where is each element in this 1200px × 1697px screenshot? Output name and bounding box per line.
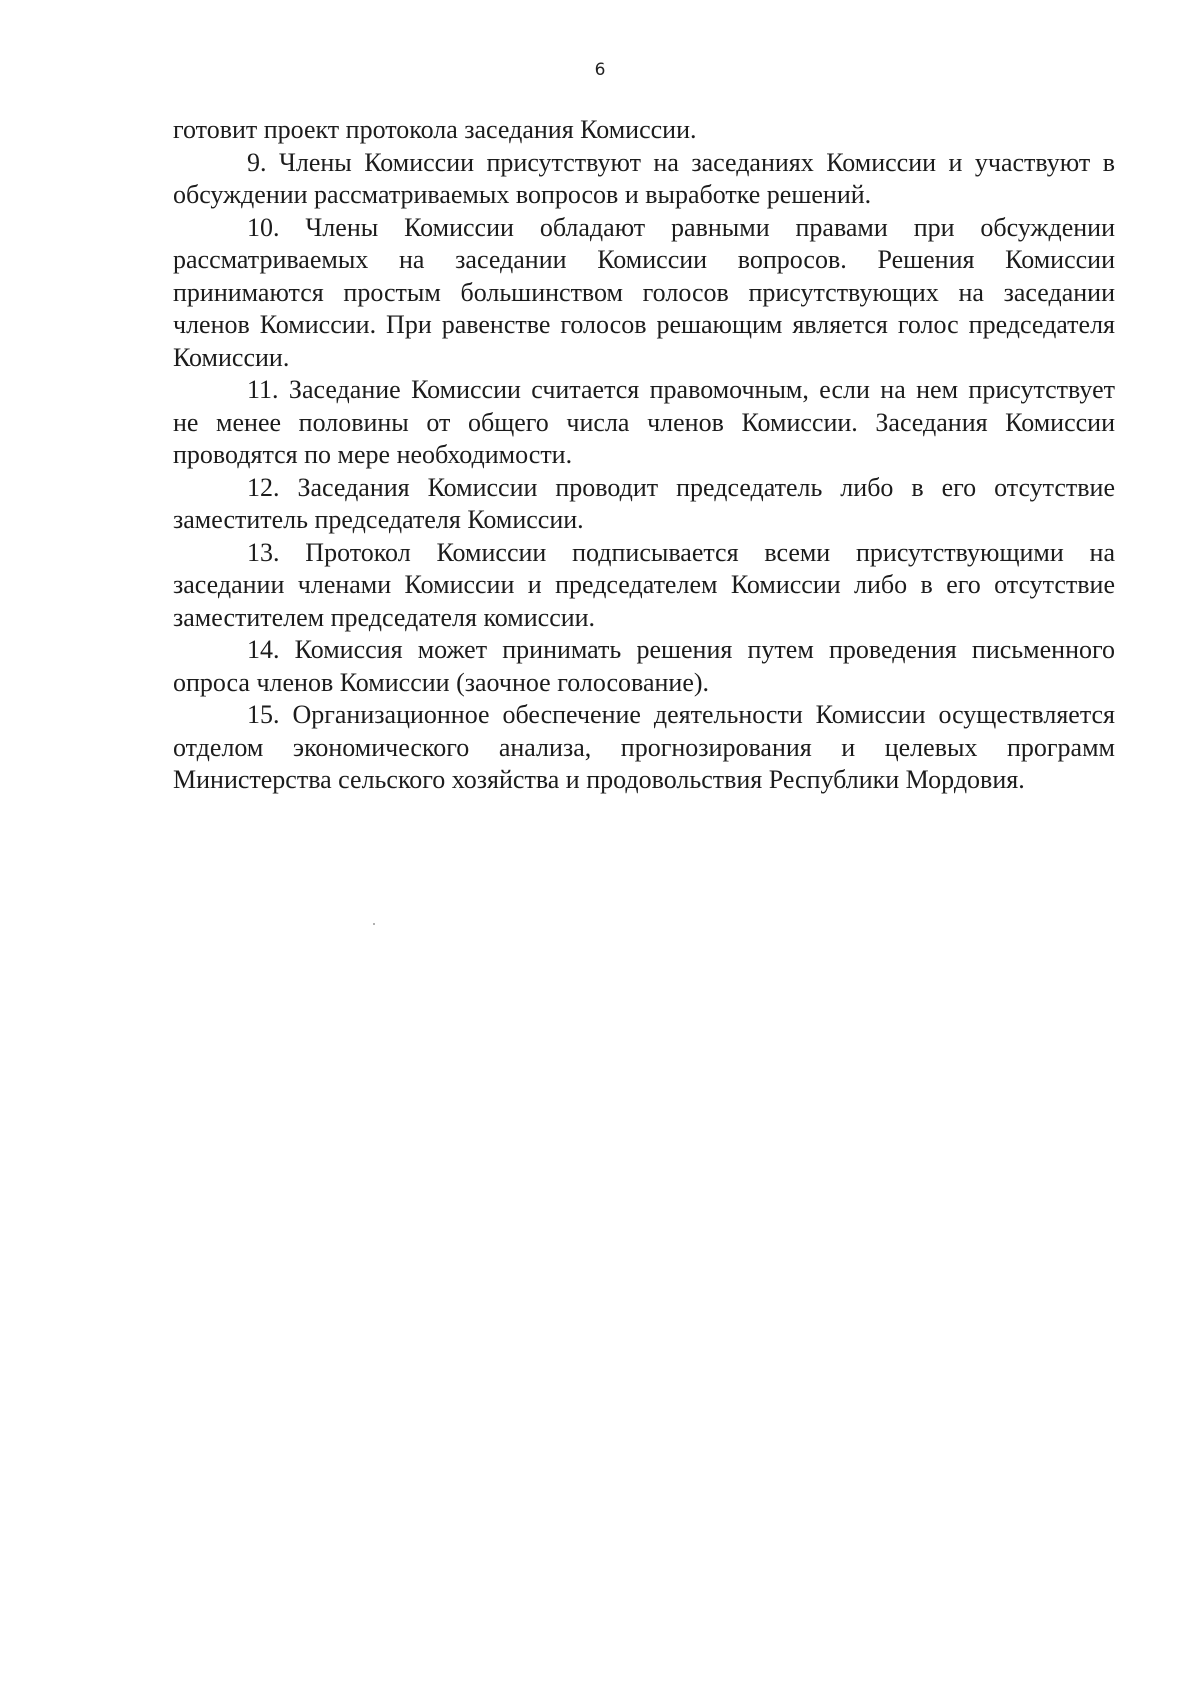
paragraph-14: 14. Комиссия может принимать решения путем проведения письменного опроса членов Комиссии (заочное голосование). bbox=[173, 635, 1115, 697]
page-number: 6 bbox=[594, 60, 606, 80]
paragraph-continuation: готовит проект протокола заседания Комиссии. bbox=[173, 115, 697, 144]
paragraph-15: 15. Организационное обеспечение деятельности Комиссии осуществляется отделом экономического анализа, прогнозирования и целевых программ Министерства сельского хозяйства и продовольствия Республики Мордовия. bbox=[173, 700, 1115, 794]
paragraph-11: 11. Заседание Комиссии считается правомочным, если на нем присутствует не менее половины от общего числа членов Комиссии. Заседания Комиссии проводятся по мере необходимости. bbox=[173, 375, 1115, 469]
paragraph-13: 13. Протокол Комиссии подписывается всеми присутствующими на заседании членами Комиссии и председателем Комиссии либо в его отсутствие заместителем председателя комиссии. bbox=[173, 537, 1115, 632]
paragraph-12: 12. Заседания Комиссии проводит председатель либо в его отсутствие заместитель председателя Комиссии. bbox=[173, 472, 1115, 534]
paragraph-9: 9. Члены Комиссии присутствуют на заседаниях Комиссии и участвуют в обсуждении рассматриваемых вопросов и выработке решений. bbox=[173, 147, 1115, 209]
scan-speck bbox=[373, 923, 375, 925]
paragraph-10: 10. Члены Комиссии обладают равными правами при обсуждении рассматриваемых на заседании Комиссии вопросов. Решения Комиссии принимаются простым большинством голосов присутствующих на заседании членов Комиссии. При равенстве голосов решающим является голос председателя Комиссии. bbox=[173, 212, 1115, 372]
document-body bbox=[173, 114, 1115, 797]
